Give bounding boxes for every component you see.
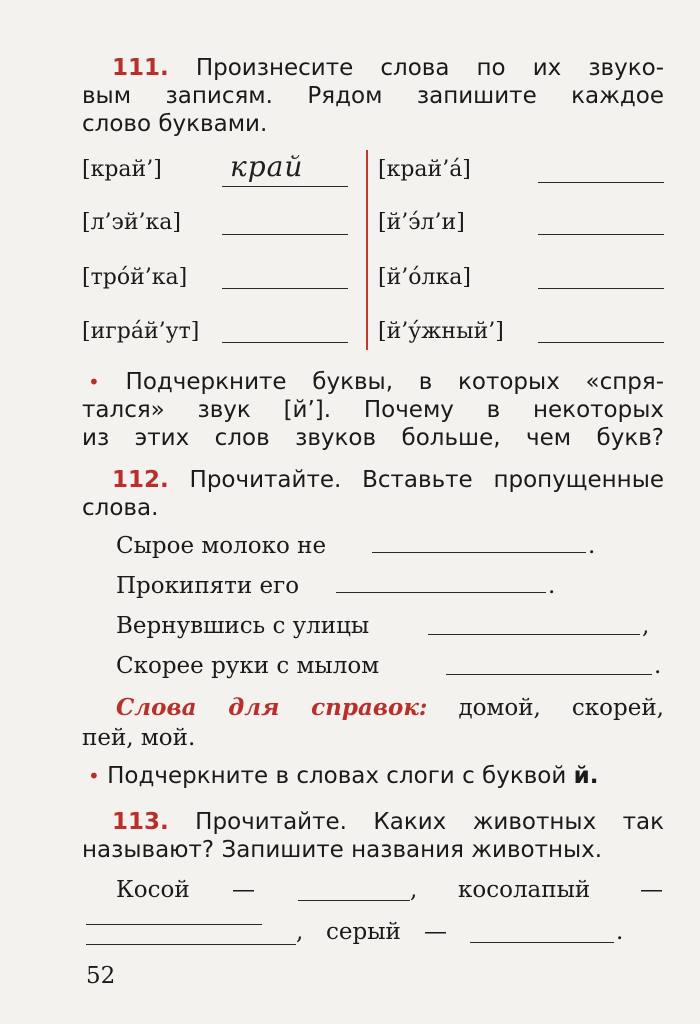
bullet-icon: • xyxy=(88,370,100,394)
ex112-number: 112. xyxy=(112,467,169,493)
answer-line-right-2[interactable] xyxy=(538,234,664,235)
page-number: 52 xyxy=(86,963,116,989)
reference-label: Слова для справок: xyxy=(116,694,428,721)
reference-words-1: домой, скорей, xyxy=(458,695,664,721)
ex111-line1-text: Произнесите слова по их звуко- xyxy=(195,55,664,81)
ex112-line1-text: Прочитайте. Вставьте пропущенные xyxy=(189,467,665,493)
ex111-task-line1-text: Подчеркните буквы, в которых «спря- xyxy=(125,369,665,395)
sentence-3-end: , xyxy=(642,613,650,639)
left-transcription-2: [л’эй’ка] xyxy=(82,210,181,235)
ex113-line1 xyxy=(112,808,664,836)
sentence-1: Сырое молоко не xyxy=(116,533,327,559)
blank-line-2[interactable] xyxy=(336,592,546,593)
ex113-line2: называют? Запишите названия животных. xyxy=(82,837,603,863)
blank-line-5[interactable] xyxy=(298,900,410,901)
answer-line-left-4[interactable] xyxy=(222,342,348,343)
ex113-word-3: серый xyxy=(326,919,401,945)
ex113-line1-text: Прочитайте. Каких животных так xyxy=(195,809,664,835)
ex113-word-1: Косой xyxy=(116,877,190,903)
ex113-word-2: косолапый xyxy=(458,877,591,903)
ex111-task-line3: из этих слов звуков больше, чем букв? xyxy=(82,425,664,451)
blank-line-4[interactable] xyxy=(446,674,652,675)
column-divider xyxy=(366,150,368,350)
ex112-task-letter: й. xyxy=(573,763,599,789)
sentence-4-end: . xyxy=(654,653,662,679)
sentence-2: Прокипяти его xyxy=(116,573,300,599)
sentence-2-end: . xyxy=(548,573,556,599)
handwritten-answer-1: край xyxy=(230,150,304,183)
ex111-line2: вым записям. Рядом запишите каждое xyxy=(82,83,664,109)
left-transcription-4: [игра́й’ут] xyxy=(82,319,200,344)
reference-words-line1 xyxy=(116,694,664,722)
sentence-3: Вернувшись с улицы xyxy=(116,613,370,639)
sentence-1-end: . xyxy=(588,533,596,559)
reference-words-line2: пей, мой. xyxy=(82,725,196,751)
ex111-line3: слово буквами. xyxy=(82,111,268,137)
left-transcription-1: [край’] xyxy=(82,157,162,182)
ex113-end: . xyxy=(616,919,624,945)
ex113-dash-1: — xyxy=(232,877,255,903)
blank-line-7[interactable] xyxy=(470,942,614,943)
answer-line-right-3[interactable] xyxy=(538,288,664,289)
ex112-task-text: Подчеркните в словах слоги с буквой xyxy=(107,763,567,789)
ex113-comma-1: , xyxy=(410,877,418,903)
ex111-task-line1 xyxy=(88,368,664,396)
right-transcription-2: [й’э́л’и] xyxy=(378,210,465,235)
ex112-line2: слова. xyxy=(82,495,159,521)
ex111-line1 xyxy=(112,54,664,82)
ex113-number: 113. xyxy=(112,809,169,835)
ex113-dash-3: — xyxy=(424,919,447,945)
bullet-icon-2: • xyxy=(88,764,100,788)
answer-line-left-3[interactable] xyxy=(222,288,348,289)
right-transcription-1: [край’а́] xyxy=(378,157,471,182)
answer-line-right-1[interactable] xyxy=(538,182,664,183)
blank-line-6[interactable] xyxy=(86,944,296,945)
right-transcription-4: [й’у́жный’] xyxy=(378,319,504,344)
left-transcription-3: [тро́й’ка] xyxy=(82,265,188,290)
sentence-4: Скорее руки с мылом xyxy=(116,653,380,679)
right-transcription-3: [й’о́лка] xyxy=(378,265,471,290)
answer-line-left-2[interactable] xyxy=(222,234,348,235)
answer-line-right-4[interactable] xyxy=(538,342,664,343)
blank-line-1[interactable] xyxy=(372,552,586,553)
blank-line-3[interactable] xyxy=(428,634,640,635)
ex113-comma-2: , xyxy=(296,919,304,945)
ex112-line1 xyxy=(112,466,664,494)
ex113-dash-2: — xyxy=(640,877,663,903)
ex111-task-line2: тался» звук [й’]. Почему в некоторых xyxy=(82,397,664,423)
ex112-task xyxy=(88,762,598,790)
ex111-number: 111. xyxy=(112,55,169,81)
answer-line-left-1[interactable] xyxy=(222,186,348,187)
blank-line-6a[interactable] xyxy=(86,924,262,925)
